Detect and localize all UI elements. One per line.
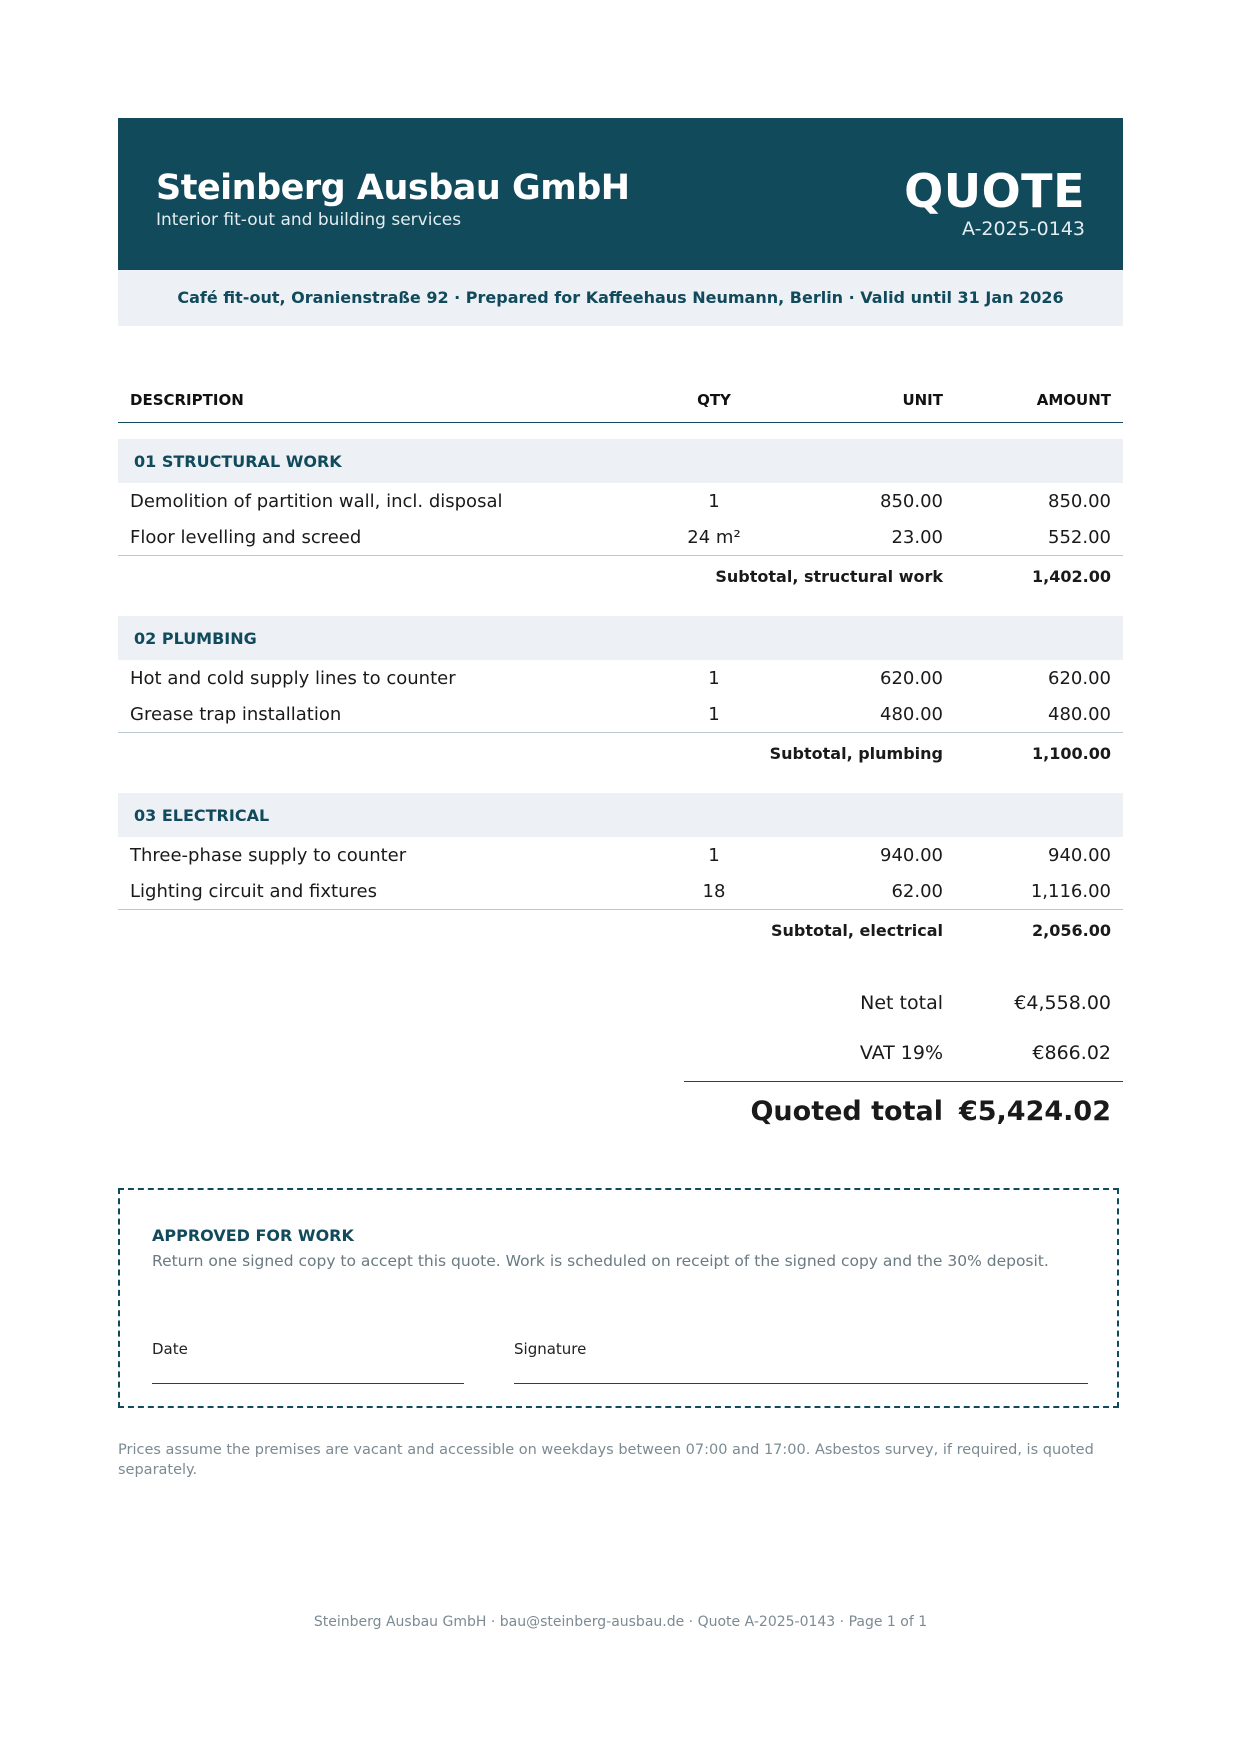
item-qty: 24 m²: [662, 519, 766, 556]
item-unit-price: 23.00: [766, 519, 955, 556]
net-total-row: [684, 980, 1123, 1030]
subtotal-row: [118, 556, 1123, 597]
page-footer: Steinberg Ausbau GmbH · bau@steinberg-ausbau.de · Quote A-2025-0143 · Page 1 of 1: [313, 1614, 928, 1630]
subtotal-value: 1,100.00: [1032, 743, 1111, 763]
column-header-description: DESCRIPTION: [118, 378, 662, 423]
item-amount: 850.00: [1048, 490, 1111, 512]
quoted-total-value: €5,424.02: [958, 1096, 1111, 1127]
section-header: [118, 616, 1123, 660]
totals-block: [684, 980, 1123, 1142]
item-unit-price: 620.00: [880, 667, 943, 689]
item-amount: 480.00: [955, 696, 1123, 733]
column-header-qty: QTY: [662, 378, 766, 423]
subtotal-value: 1,402.00: [1032, 566, 1111, 586]
project-meta-line: Café fit-out, Oranienstraße 92 · Prepared for Kaffeehaus Neumann, Berlin · Valid until 31 Jan 2026: [118, 270, 1123, 326]
date-signature-line[interactable]: [152, 1383, 464, 1384]
fine-print: Prices assume the premises are vacant and accessible on weekdays between 07:00 and 17:00. Asbestos survey, if required, is quoted separately.: [118, 1442, 1094, 1478]
item-qty: 1: [708, 667, 720, 689]
line-items-table: [118, 378, 1123, 950]
section-header: [118, 793, 1123, 837]
table-row: [118, 873, 1123, 910]
table-header-row: [118, 378, 1123, 423]
date-label: Date: [152, 1340, 188, 1358]
subtotal-label: Subtotal, electrical: [770, 920, 943, 940]
item-description: Hot and cold supply lines to counter: [130, 667, 456, 689]
item-amount: 620.00: [1048, 667, 1111, 689]
vat-label: VAT 19%: [859, 1042, 943, 1064]
signature-label: Signature: [514, 1340, 587, 1358]
company-name: Steinberg Ausbau GmbH: [156, 168, 630, 208]
subtotal-row: [118, 733, 1123, 774]
signature-line[interactable]: [514, 1383, 1088, 1384]
vat-row: [684, 1030, 1123, 1080]
item-unit-price: 480.00: [766, 696, 955, 733]
table-row: [118, 660, 1123, 696]
subtotal-row: [118, 910, 1123, 951]
quote-number: A-2025-0143: [962, 218, 1085, 240]
subtotal-value: 2,056.00: [1032, 920, 1111, 940]
section-title: 02 PLUMBING: [118, 616, 1123, 660]
item-description: Lighting circuit and fixtures: [118, 873, 662, 910]
approval-title: APPROVED FOR WORK: [152, 1226, 354, 1245]
subtotal-label: Subtotal, plumbing: [769, 743, 943, 763]
net-total-value: €4,558.00: [1014, 992, 1111, 1014]
item-amount: 1,116.00: [955, 873, 1123, 910]
section-header: [118, 439, 1123, 483]
quoted-total-label: Quoted total: [750, 1096, 943, 1127]
item-unit-price: 940.00: [880, 844, 943, 866]
header-banner: [118, 118, 1123, 270]
table-row: [118, 519, 1123, 556]
item-amount: 940.00: [1048, 844, 1111, 866]
item-description: Grease trap installation: [118, 696, 662, 733]
column-header-amount: AMOUNT: [955, 378, 1123, 423]
quoted-total-row: [684, 1082, 1123, 1142]
item-unit-price: 62.00: [766, 873, 955, 910]
item-qty: 1: [662, 696, 766, 733]
item-amount: 552.00: [955, 519, 1123, 556]
column-header-unit: UNIT: [766, 378, 955, 423]
net-total-label: Net total: [860, 992, 943, 1014]
item-qty: 1: [708, 844, 720, 866]
item-qty: 1: [708, 490, 720, 512]
approval-box: [118, 1188, 1119, 1408]
approval-instructions: Return one signed copy to accept this quote. Work is scheduled on receipt of the signed copy and the 30% deposit.: [152, 1252, 1049, 1270]
section-title: 03 ELECTRICAL: [118, 793, 1123, 837]
company-tagline: Interior fit-out and building services: [156, 210, 462, 230]
vat-value: €866.02: [1032, 1042, 1111, 1064]
table-row: [118, 483, 1123, 519]
quote-document: [118, 118, 1123, 1630]
item-description: Three-phase supply to counter: [130, 844, 407, 866]
table-row: [118, 696, 1123, 733]
item-unit-price: 850.00: [880, 490, 943, 512]
item-qty: 18: [662, 873, 766, 910]
item-description: Floor levelling and screed: [118, 519, 662, 556]
section-title: 01 STRUCTURAL WORK: [118, 439, 1123, 483]
table-row: [118, 837, 1123, 873]
item-description: Demolition of partition wall, incl. disposal: [130, 490, 503, 512]
document-type: QUOTE: [904, 164, 1085, 218]
subtotal-label: Subtotal, structural work: [715, 566, 943, 586]
